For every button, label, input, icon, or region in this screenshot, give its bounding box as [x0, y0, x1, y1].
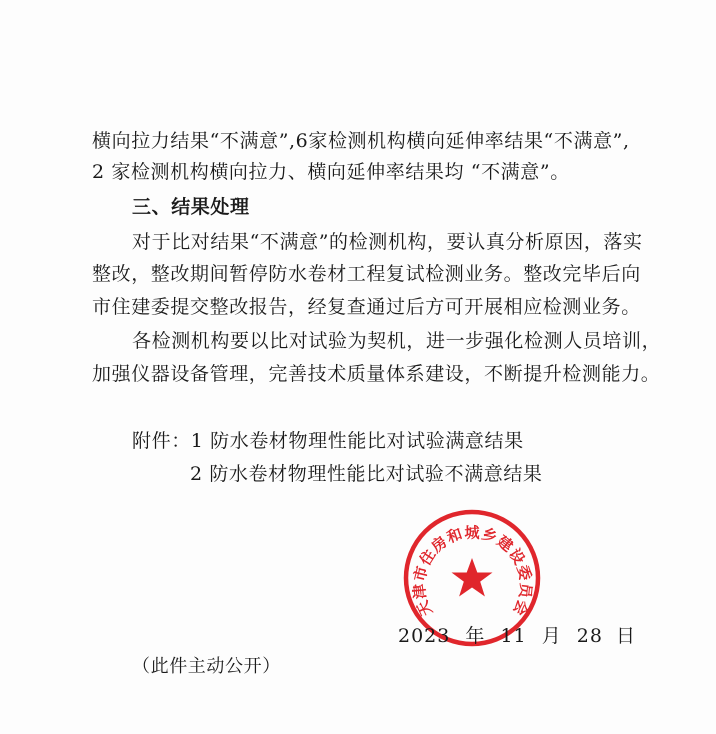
- date-year: 2023: [398, 625, 451, 647]
- date-day: 28: [576, 625, 603, 647]
- issue-date: [398, 621, 636, 648]
- paragraph-1-line-2: 整改，整改期间暂停防水卷材工程复试检测业务。整改完毕后向: [92, 263, 641, 285]
- date-year-unit: 年: [465, 625, 486, 647]
- paragraph-1-line-3: 市住建委提交整改报告，经复查通过后方可开展相应检测业务。: [92, 296, 641, 318]
- seal-star-icon: [452, 558, 493, 597]
- body-line-2: 2 家检测机构横向拉力、横向延伸率结果均 “不满意”。: [92, 161, 570, 183]
- paragraph-2-line-1: 各检测机构要以比对试验为契机，进一步强化检测人员培训，: [132, 330, 662, 352]
- seal-text: 天津市住房和城乡建设委员会: [410, 523, 535, 620]
- body-line-1: 横向拉力结果“不满意”,6家检测机构横向延伸率结果“不满意”,: [92, 130, 630, 152]
- disclosure-note: （此件主动公开）: [132, 656, 281, 677]
- date-month: 11: [500, 625, 527, 647]
- date-day-unit: 日: [616, 625, 637, 647]
- attachment-line-2: 2 防水卷材物理性能比对试验不满意结果: [190, 463, 543, 485]
- section-heading: 三、结果处理: [132, 196, 250, 218]
- paragraph-1-line-1: 对于比对结果“不满意”的检测机构，要认真分析原因，落实: [132, 231, 643, 253]
- date-month-unit: 月: [541, 625, 562, 647]
- attachment-line-1: 附件：1 防水卷材物理性能比对试验满意结果: [132, 430, 524, 452]
- paragraph-2-line-2: 加强仪器设备管理，完善技术质量体系建设，不断提升检测能力。: [92, 363, 661, 385]
